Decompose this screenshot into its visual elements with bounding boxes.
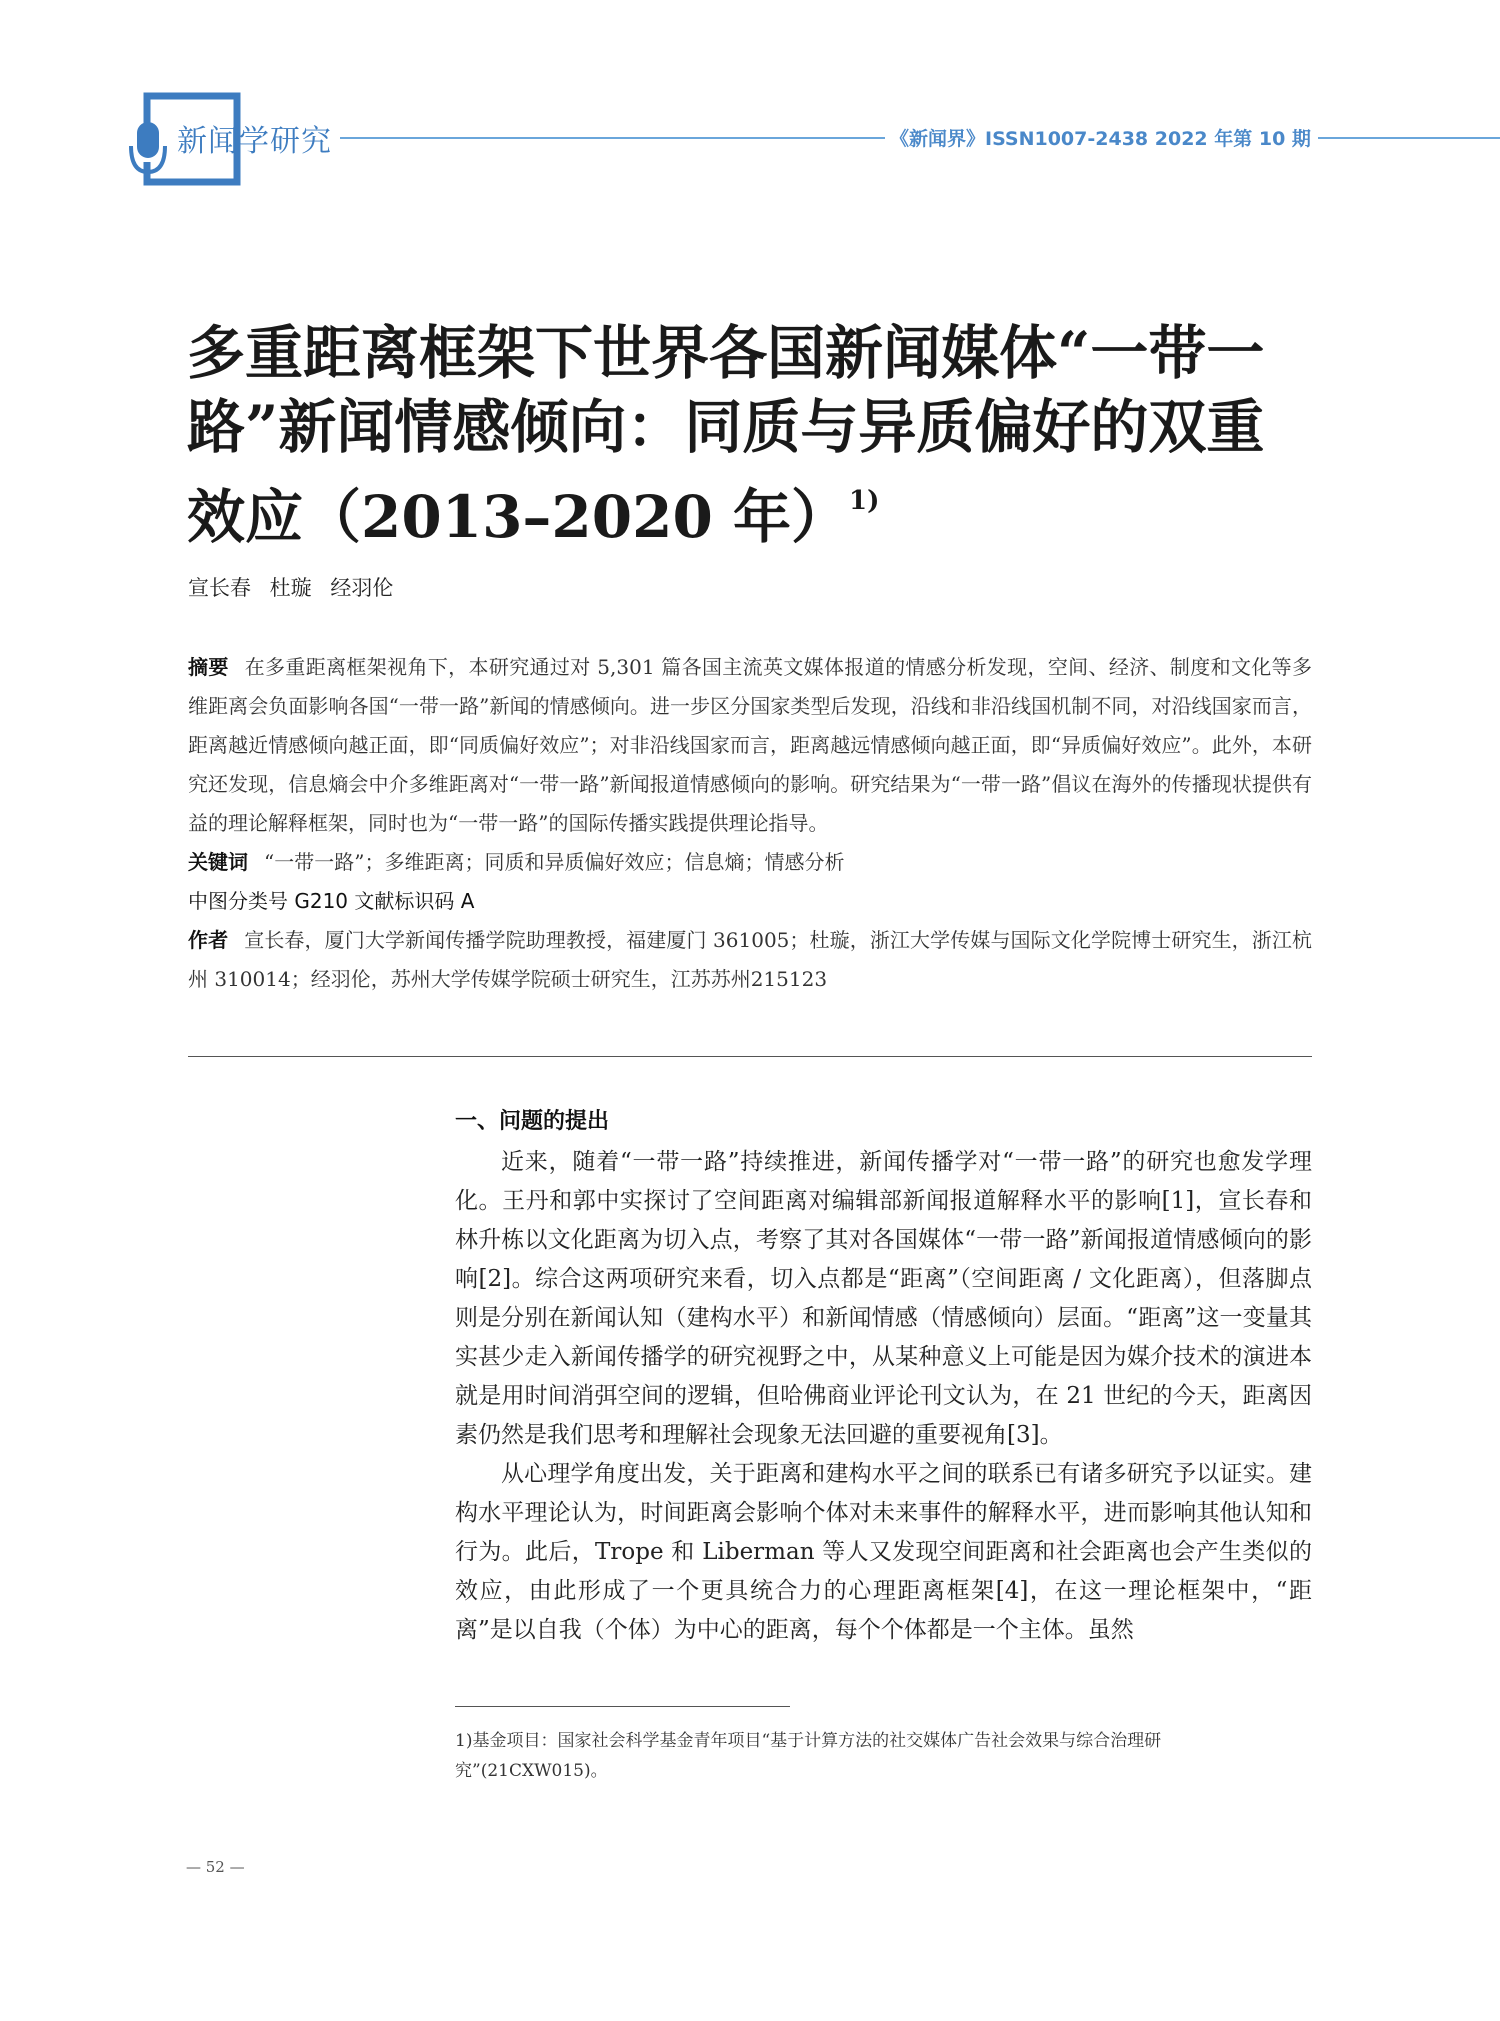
header-rule-right [1318,137,1500,139]
divider [188,1056,1312,1057]
title-footnote-mark: 1) [849,486,880,516]
section-title: 新闻学研究 [177,124,332,159]
keywords [188,843,1312,882]
journal-info: 《新闻界》ISSN1007-2438 2022 年第 10 期 [890,128,1311,150]
footnote-divider [455,1706,790,1707]
classification: 中图分类号 G210 文献标识码 A [188,889,475,913]
paragraph: 从心理学角度出发，关于距离和建构水平之间的联系已有诸多研究予以证实。建构水平理论认为，时间距离会影响个体对未来事件的解释水平，进而影响其他认知和行为。此后，Trope 和 Liberman 等人又发现空间距离和社会距离也会产生类似的效应，由此形成了一个更具统合力的心理距离框架[4]，在这一理论框架中，“距离”是以自我（个体）为中心的距离，每个个体都是一个主体。虽然 [455,1461,1312,1643]
page-number: — 52 — [186,1858,245,1876]
author-info-label: 作者 [188,928,229,952]
keywords-text: “一带一路”；多维距离；同质和异质偏好效应；信息熵；情感分析 [264,850,845,874]
header-rule-left [340,137,885,139]
author-info [188,921,1312,999]
abstract-text: 在多重距离框架视角下，本研究通过对 5,301 篇各国主流英文媒体报道的情感分析发现，空间、经济、制度和文化等多维距离会负面影响各国“一带一路”新闻的情感倾向。进一步区分国家类型后发现，沿线和非沿线国机制不同，对沿线国家而言，距离越近情感倾向越正面，即“同质偏好效应”；对非沿线国家而言，距离越远情感倾向越正面，即“异质偏好效应”。此外，本研究还发现，信息熵会中介多维距离对“一带一路”新闻报道情感倾向的影响。研究结果为“一带一路”倡议在海外的传播现状提供有益的理论解释框架，同时也为“一带一路”的国际传播实践提供理论指导。 [188,655,1312,835]
article-title: 多重距离框架下世界各国新闻媒体“一带一路”新闻情感倾向：同质与异质偏好的双重效应（2013–2020 年）$^{1)}$ [187,319,1265,551]
keywords-label: 关键词 [188,850,248,874]
abstract-label: 摘要 [188,655,229,679]
footnote: 1)基金项目：国家社会科学基金青年项目“基于计算方法的社交媒体广告社会效果与综合治理研究”(21CXW015)。 [455,1731,1162,1781]
abstract [188,648,1312,843]
author-info-text: 宣长春，厦门大学新闻传播学院助理教授，福建厦门 361005；杜璇，浙江大学传媒与国际文化学院博士研究生，浙江杭州 310014；经羽伦，苏州大学传媒学院硕士研究生，江苏苏州215123 [188,928,1312,991]
article-body [455,1105,1312,1650]
article-metadata [188,648,1312,999]
section-heading: 一、问题的提出 [455,1109,610,1134]
authors: 宣长春 杜璇 经羽伦 [188,576,394,600]
paragraph: 近来，随着“一带一路”持续推进，新闻传播学对“一带一路”的研究也愈发学理化。王丹和郭中实探讨了空间距离对编辑部新闻报道解释水平的影响[1]，宣长春和林升栋以文化距离为切入点，考察了其对各国媒体“一带一路”新闻报道情感倾向的影响[2]。综合这两项研究来看，切入点都是“距离”（空间距离 / 文化距离），但落脚点则是分别在新闻认知（建构水平）和新闻情感（情感倾向）层面。“距离”这一变量其实甚少走入新闻传播学的研究视野之中，从某种意义上可能是因为媒介技术的演进本就是用时间消弭空间的逻辑，但哈佛商业评论刊文认为，在 21 世纪的今天，距离因素仍然是我们思考和理解社会现象无法回避的重要视角[3]。 [455,1149,1312,1448]
